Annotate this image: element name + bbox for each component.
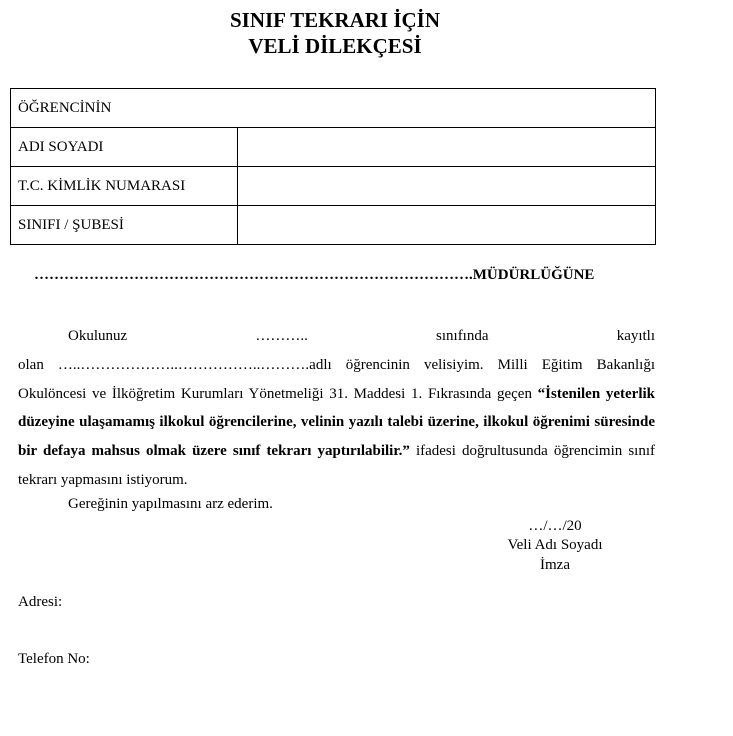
body-word-okulunuz: Okulunuz [68,328,128,344]
address-label: Adresi: [18,594,63,610]
document-title-line2: VELİ DİLEKÇESİ [248,34,422,58]
signature-name: Veli Adı Soyadı [507,537,603,553]
addressee: …………………………………………………………………………….MÜDÜRLÜĞÜNE [34,267,595,283]
body-line2: olan …..………………..……………..……….adlı öğrencinin velisiyim. Milli Eğitim Bakanlığı Okulöncesi ve İlköğretim Kurumları Yönetmeliği 31. Maddesi 1. Fıkrasında geçen [18,356,655,402]
row-label-class: SINIFI / ŞUBESİ [11,206,238,245]
regulation-quote: “İstenilen yeterlik düzeyine ulaşamamış ilkokul öğrencilerine, velinin yazılı talebi üzerine, ilkokul öğrenimi süresinde bir defaya mahsus olmak üzere sınıf tekrarı yaptırılabilir.” [18,385,656,460]
row-value-tc [238,167,656,206]
signature-imza: İmza [540,557,570,573]
table-row [11,128,656,167]
row-label-name: ADI SOYADI [11,128,238,167]
body-line1 [18,322,655,351]
row-value-class [238,206,656,245]
body-word-sinifinda: sınıfında [436,328,489,344]
body-word-kayitli: kayıtlı [616,328,656,344]
row-label-tc: T.C. KİMLİK NUMARASI [11,167,238,206]
closing-text: Gereğinin yapılmasını arz ederim. [68,496,273,512]
signature-date: …/…/20 [528,518,582,534]
body-class-dots: ……….. [255,328,308,344]
phone-label: Telefon No: [18,651,90,667]
body-after-quote: ifadesi doğrultusunda öğrencimin sınıf tekrarı yapmasını istiyorum. [18,443,655,488]
table-header: ÖĞRENCİNİN [11,89,656,128]
table-header-row [11,89,656,128]
student-info-table [10,88,656,245]
row-value-name [238,128,656,167]
body-paragraph [18,351,655,495]
body-text [18,322,655,495]
table-row [11,206,656,245]
table-row [11,167,656,206]
document-title-line1: SINIF TEKRARI İÇİN [229,8,441,32]
